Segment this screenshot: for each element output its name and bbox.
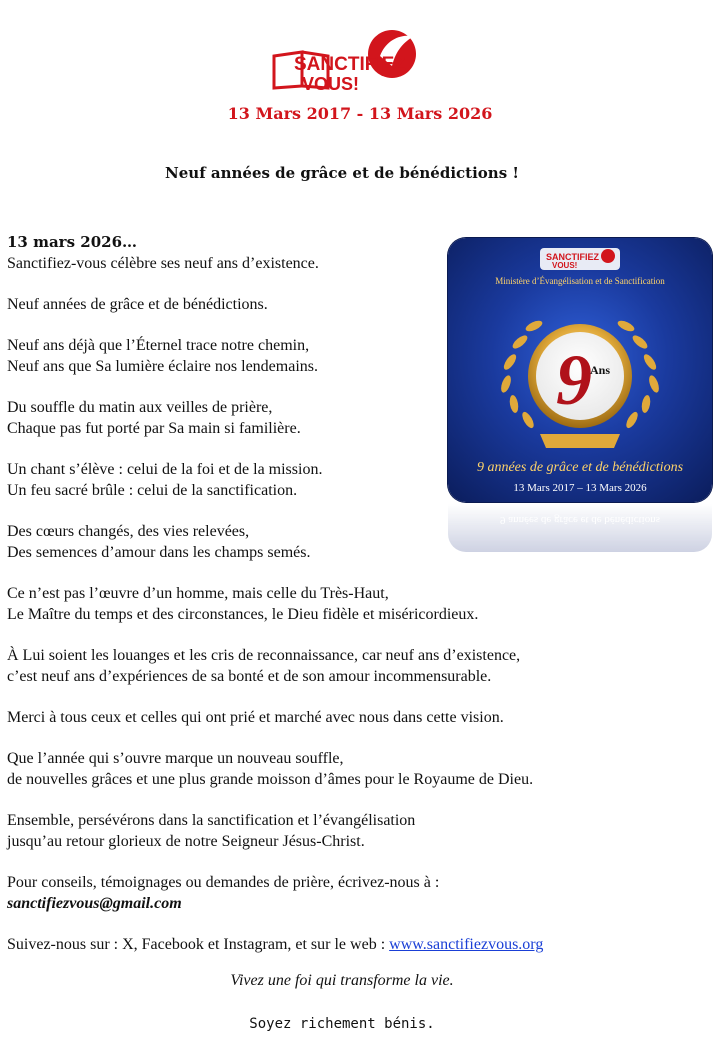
follow-text: Suivez-nous sur : X, Facebook et Instagram, et sur le web : bbox=[7, 936, 390, 953]
anniversary-dates: 13 Mars 2017 - 13 Mars 2026 bbox=[227, 104, 493, 123]
paragraph-4-line-1: Un chant s’élève : celui de la foi et de la mission. bbox=[7, 461, 323, 478]
paragraph-5-line-2: Des semences d’amour dans les champs semés. bbox=[7, 544, 311, 561]
logo-line2: VOUS! bbox=[302, 74, 360, 94]
website-link[interactable]: www.sanctifiezvous.org bbox=[389, 936, 544, 953]
badge-ministry: Ministère d’Évangélisation et de Sanctification bbox=[495, 276, 665, 286]
headline: Neuf années de grâce et de bénédictions ! bbox=[165, 164, 519, 182]
paragraph-8: Merci à tous ceux et celles qui ont prié et marché avec nous dans cette vision. bbox=[7, 709, 504, 726]
contact-email[interactable]: sanctifiezvous@gmail.com bbox=[7, 895, 182, 912]
paragraph-6-line-2: Le Maître du temps et des circonstances, le Dieu fidèle et miséricordieux. bbox=[7, 606, 479, 623]
paragraph-5-line-1: Des cœurs changés, des vies relevées, bbox=[7, 523, 250, 540]
paragraph-4-line-2: Un feu sacré brûle : celui de la sanctification. bbox=[7, 482, 298, 499]
intro-line: Sanctifiez-vous célèbre ses neuf ans d’existence. bbox=[7, 255, 319, 272]
paragraph-9-line-2: de nouvelles grâces et une plus grande moisson d’âmes pour le Royaume de Dieu. bbox=[7, 771, 534, 788]
badge-logo-line1: SANCTIFIEZ bbox=[546, 252, 599, 262]
badge-dates: 13 Mars 2017 – 13 Mars 2026 bbox=[513, 482, 647, 494]
badge-caption: 9 années de grâce et de bénédictions bbox=[476, 460, 684, 475]
badge-reflection bbox=[448, 504, 712, 552]
badge-ans: Ans bbox=[590, 363, 611, 377]
paragraph-10-line-2: jusqu’au retour glorieux de notre Seigneur Jésus-Christ. bbox=[7, 833, 365, 850]
paragraph-9-line-1: Que l’année qui s’ouvre marque un nouveau souffle, bbox=[7, 750, 344, 767]
paragraph-3-line-1: Du souffle du matin aux veilles de prière, bbox=[7, 399, 273, 416]
paragraph-2-line-2: Neuf ans que Sa lumière éclaire nos lendemains. bbox=[7, 358, 318, 375]
paragraph-3-line-2: Chaque pas fut porté par Sa main si familière. bbox=[7, 420, 301, 437]
contact-text: Pour conseils, témoignages ou demandes de prière, écrivez-nous à : bbox=[7, 874, 440, 891]
letter-date: 13 mars 2026… bbox=[7, 233, 138, 251]
paragraph-7-line-1: À Lui soient les louanges et les cris de reconnaissance, car neuf ans d’existence, bbox=[7, 647, 521, 664]
paragraph-10-line-1: Ensemble, persévérons dans la sanctification et l’évangélisation bbox=[7, 812, 416, 829]
reflection-caption: 9 années de grâce et de bénédictions bbox=[499, 514, 661, 526]
badge-number: 9 bbox=[556, 340, 592, 420]
paragraph-7-line-2: c’est neuf ans d’expériences de sa bonté et de son amour incommensurable. bbox=[7, 668, 492, 685]
paragraph-1: Neuf années de grâce et de bénédictions. bbox=[7, 296, 268, 313]
logo-line1: SANCTIFIEZ bbox=[294, 54, 406, 75]
sanctifiez-vous-logo bbox=[268, 26, 420, 98]
badge-logo-line2: VOUS! bbox=[552, 261, 578, 270]
follow-line bbox=[7, 934, 607, 955]
anniversary-badge bbox=[448, 238, 712, 502]
tagline: Vivez une foi qui transforme la vie. bbox=[230, 972, 454, 989]
blessing: Soyez richement bénis. bbox=[249, 1016, 435, 1032]
paragraph-2-line-1: Neuf ans déjà que l’Éternel trace notre chemin, bbox=[7, 337, 310, 354]
paragraph-6-line-1: Ce n’est pas l’œuvre d’un homme, mais celle du Très-Haut, bbox=[7, 585, 389, 602]
